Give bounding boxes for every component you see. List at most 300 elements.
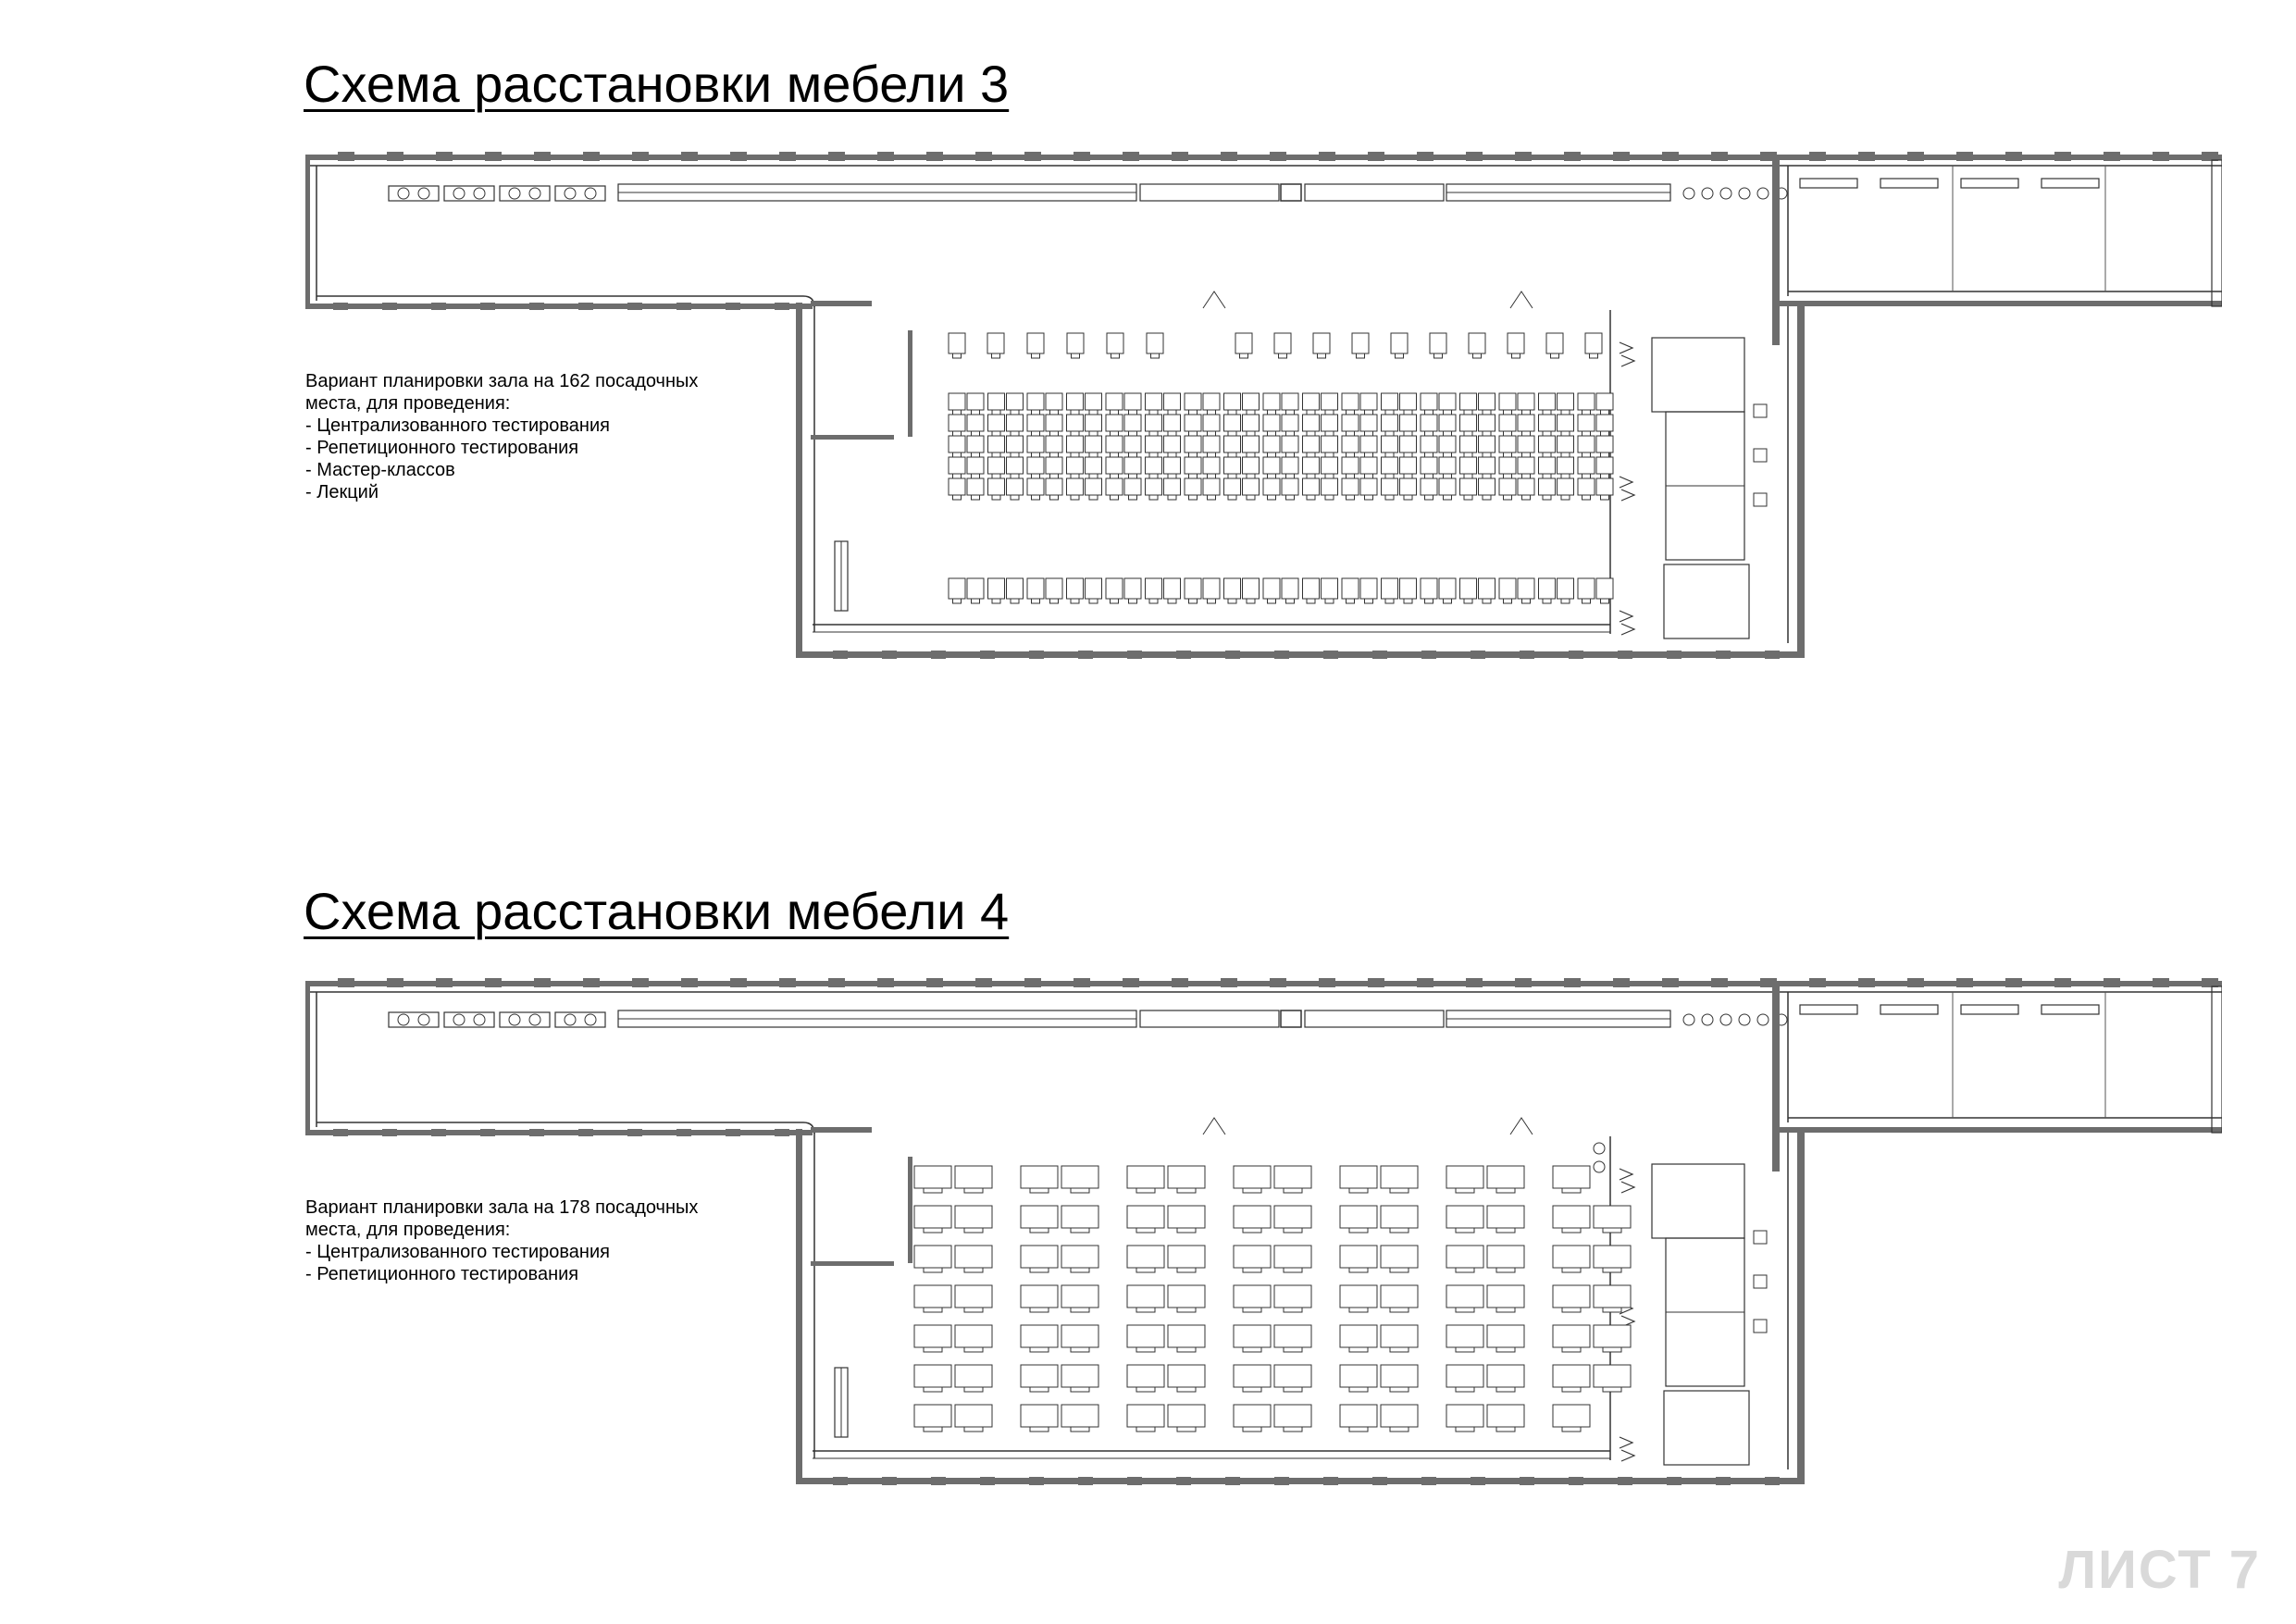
chair [1268, 410, 1276, 415]
chair [1601, 599, 1609, 603]
chair [1425, 474, 1433, 478]
wall-column [926, 978, 943, 987]
chair [1279, 353, 1287, 358]
desk [1007, 478, 1024, 495]
wall-column [1711, 978, 1728, 987]
desk [949, 333, 965, 353]
wall-column [1711, 152, 1728, 161]
desk [1127, 1166, 1164, 1188]
desk [1313, 333, 1330, 353]
desk [1322, 478, 1338, 495]
desk [1446, 1246, 1483, 1268]
desk [1164, 478, 1181, 495]
corridor-stool [1702, 188, 1713, 199]
desk [1303, 415, 1320, 431]
wall-column [1372, 1477, 1387, 1485]
chair [1228, 495, 1236, 500]
desk [1046, 457, 1062, 474]
chair [953, 495, 962, 500]
corridor-sofa [444, 1012, 494, 1027]
desk [988, 578, 1005, 599]
chair [1434, 353, 1443, 358]
desk [1164, 393, 1181, 410]
wall-column [931, 1477, 946, 1485]
desk [1439, 457, 1456, 474]
chair [1496, 1228, 1515, 1233]
capacity-note: Вариант планировки зала на 178 посадочных [305, 1197, 699, 1218]
desk [1224, 436, 1241, 452]
chair [1284, 1308, 1302, 1312]
desk [1360, 393, 1377, 410]
desk [1274, 1365, 1311, 1387]
corridor-table [1140, 1010, 1279, 1027]
wall-column [676, 1129, 691, 1136]
chair [1268, 452, 1276, 457]
purpose-item: - Репетиционного тестирования [305, 438, 579, 458]
chair [1496, 1188, 1515, 1193]
desk [1086, 478, 1102, 495]
desk [1487, 1325, 1524, 1347]
wall-column [1520, 651, 1534, 659]
window-sill [1961, 179, 2018, 188]
chair [1582, 452, 1591, 457]
desk [1446, 1365, 1483, 1387]
desk [955, 1285, 992, 1308]
chair [1504, 474, 1512, 478]
corridor-stool [1683, 1014, 1694, 1025]
wall-column [578, 303, 593, 310]
desk [1439, 415, 1456, 431]
desk [1127, 1285, 1164, 1308]
chair [924, 1387, 942, 1392]
chair [1456, 1308, 1474, 1312]
chair [1425, 431, 1433, 436]
chair [1562, 1268, 1581, 1272]
corridor-stool [1683, 188, 1694, 199]
desk [1007, 457, 1024, 474]
desk [1518, 393, 1534, 410]
desk [1147, 333, 1163, 353]
desk [1124, 393, 1141, 410]
wall-column [578, 1129, 593, 1136]
chair [1307, 431, 1315, 436]
desk [967, 578, 984, 599]
chair [953, 452, 962, 457]
chair [972, 452, 980, 457]
chair [1189, 599, 1198, 603]
desk [1352, 333, 1369, 353]
desk [1421, 478, 1437, 495]
equipment-cabinet [1664, 1391, 1749, 1465]
desk [1578, 415, 1595, 431]
chair [1504, 495, 1512, 500]
desk [1021, 1246, 1058, 1268]
purpose-item: - Централизованного тестирования [305, 1242, 610, 1262]
wall-column [1319, 978, 1335, 987]
corridor-stool [1757, 1014, 1769, 1025]
desk [1274, 333, 1291, 353]
desk [1340, 1206, 1377, 1228]
desk [1274, 1285, 1311, 1308]
purpose-item: - Репетиционного тестирования [305, 1264, 579, 1284]
wall-column [681, 152, 698, 161]
chair [1247, 495, 1255, 500]
desk [1124, 578, 1141, 599]
wall-column [1760, 152, 1777, 161]
desk [1446, 1405, 1483, 1427]
desk [1487, 1405, 1524, 1427]
outlet-box [1754, 1320, 1767, 1333]
desk [1168, 1206, 1205, 1228]
chair [1425, 410, 1433, 415]
chair [1286, 599, 1295, 603]
desk [1168, 1325, 1205, 1347]
desk [1067, 333, 1084, 353]
wall-column [1662, 978, 1679, 987]
chair [924, 1228, 942, 1233]
wall-column [2153, 978, 2169, 987]
desk [967, 457, 984, 474]
desk [1061, 1206, 1098, 1228]
chair [1357, 353, 1365, 358]
chair [1512, 353, 1520, 358]
chair [1347, 431, 1355, 436]
chair [1032, 452, 1040, 457]
wall-column [1368, 152, 1384, 161]
chair [1208, 452, 1216, 457]
chair [1456, 1268, 1474, 1272]
wall-column [1809, 978, 1826, 987]
wall-column [1074, 152, 1090, 161]
chair [1444, 474, 1452, 478]
chair [1582, 599, 1591, 603]
desk [1027, 393, 1044, 410]
lectern [1620, 611, 1634, 635]
chair [1129, 474, 1137, 478]
desk [1203, 415, 1220, 431]
hall-west-wall [796, 303, 802, 658]
chair [1551, 353, 1559, 358]
chair [1349, 1188, 1368, 1193]
desk [949, 436, 965, 452]
chair [1504, 431, 1512, 436]
desk [1224, 578, 1241, 599]
desk [1342, 457, 1359, 474]
desk [955, 1405, 992, 1427]
desk [1508, 333, 1524, 353]
chair [1385, 431, 1394, 436]
chair [1562, 1308, 1581, 1312]
desk [1594, 1365, 1631, 1387]
desk [1553, 1246, 1590, 1268]
wall-column [1618, 1477, 1632, 1485]
desk [1578, 393, 1595, 410]
wall-column [1172, 978, 1188, 987]
desk [1303, 457, 1320, 474]
desk [1340, 1166, 1377, 1188]
equipment-cabinet [1652, 1164, 1744, 1238]
chair [1286, 452, 1295, 457]
chair [1390, 1228, 1409, 1233]
corridor-stool [585, 1014, 596, 1025]
desk [1342, 415, 1359, 431]
chair [992, 410, 1000, 415]
wall-column [828, 978, 845, 987]
wall-column [1471, 1477, 1485, 1485]
chair [1208, 599, 1216, 603]
wall-column [387, 152, 403, 161]
chair [1228, 599, 1236, 603]
wall-column [1471, 651, 1485, 659]
chair [1504, 599, 1512, 603]
chair [1136, 1308, 1155, 1312]
chair [1089, 495, 1098, 500]
wall-column [480, 1129, 495, 1136]
chair [1496, 1347, 1515, 1352]
desk [1596, 436, 1613, 452]
desk [1067, 578, 1084, 599]
wall-column [1319, 152, 1335, 161]
sheet-number: ЛИСТ 7 [2058, 1540, 2261, 1600]
wall-column [2005, 152, 2022, 161]
desk [1487, 1285, 1524, 1308]
desk [1106, 393, 1123, 410]
chair [1030, 1308, 1049, 1312]
desk [1400, 578, 1417, 599]
chair [1582, 474, 1591, 478]
desk [1203, 578, 1220, 599]
desk [1274, 1325, 1311, 1347]
wall-column [529, 1129, 544, 1136]
chair [964, 1427, 983, 1432]
desk [1518, 457, 1534, 474]
desk [1322, 457, 1338, 474]
chair [1325, 410, 1334, 415]
chair [1072, 353, 1080, 358]
wall-column [382, 1129, 397, 1136]
chair [1347, 474, 1355, 478]
desk [914, 1365, 951, 1387]
corridor-cabinet [1281, 1010, 1301, 1027]
chair [1111, 353, 1120, 358]
desk [1360, 415, 1377, 431]
desk [1224, 415, 1241, 431]
chair [1071, 495, 1079, 500]
wall-column [485, 978, 502, 987]
desk [1499, 578, 1516, 599]
wall-column [534, 152, 551, 161]
corridor-sofa [555, 186, 605, 201]
outlet-box [1754, 493, 1767, 506]
chair [1522, 452, 1531, 457]
wall-column [1667, 651, 1682, 659]
desk [1168, 1166, 1205, 1188]
desk [1499, 393, 1516, 410]
wall-column [1907, 978, 1924, 987]
chair [1483, 410, 1491, 415]
chair [1522, 474, 1531, 478]
desk [1274, 1405, 1311, 1427]
wall-column [1024, 152, 1041, 161]
desk [1127, 1325, 1164, 1347]
desk [1203, 436, 1220, 452]
chair [1240, 353, 1248, 358]
desk [1303, 436, 1320, 452]
corridor-sofa [500, 186, 550, 201]
annex-end-wall [2212, 986, 2222, 1133]
corridor-cabinet [1281, 184, 1301, 201]
desk [1235, 333, 1252, 353]
window-sill [1880, 1005, 1938, 1014]
desk [1499, 478, 1516, 495]
wall-column [1417, 978, 1433, 987]
chair [1149, 495, 1158, 500]
chair [1307, 474, 1315, 478]
chair [1325, 474, 1334, 478]
desk [1553, 1325, 1590, 1347]
annex-south-wall [1772, 1127, 2222, 1133]
outlet-box [1754, 404, 1767, 417]
chair [1071, 1228, 1089, 1233]
wall-column [1613, 152, 1630, 161]
desk [1021, 1405, 1058, 1427]
chair [1385, 599, 1394, 603]
wall-column [436, 978, 453, 987]
wall-column [1520, 1477, 1534, 1485]
chair [1385, 410, 1394, 415]
desk [1146, 457, 1162, 474]
desk [1303, 578, 1320, 599]
door-swing [1203, 1118, 1225, 1134]
desk [1263, 415, 1280, 431]
desk [967, 415, 984, 431]
window-sill [2042, 179, 2099, 188]
chair [1168, 431, 1176, 436]
desk [1234, 1405, 1271, 1427]
chair [1601, 452, 1609, 457]
desk [1553, 1405, 1590, 1427]
chair [1601, 410, 1609, 415]
desk [949, 393, 965, 410]
chair [1247, 410, 1255, 415]
desk [1594, 1206, 1631, 1228]
desk [1340, 1246, 1377, 1268]
desk [1479, 415, 1496, 431]
chair [964, 1308, 983, 1312]
chair [1562, 1387, 1581, 1392]
chair [1247, 431, 1255, 436]
chair [972, 431, 980, 436]
desk [1382, 578, 1398, 599]
desk [1224, 478, 1241, 495]
chair [1268, 474, 1276, 478]
chair [1030, 1347, 1049, 1352]
desk [1185, 415, 1201, 431]
chair [1284, 1228, 1302, 1233]
chair [1136, 1188, 1155, 1193]
chair [1582, 495, 1591, 500]
wall-column [931, 651, 946, 659]
desk [1146, 478, 1162, 495]
desk [1400, 436, 1417, 452]
chair [1483, 474, 1491, 478]
purpose-item: - Лекций [305, 482, 379, 502]
desk [1558, 436, 1574, 452]
chair [1603, 1387, 1621, 1392]
corridor-sofa [555, 1012, 605, 1027]
chair [1464, 474, 1472, 478]
desk [1185, 393, 1201, 410]
desk [1479, 393, 1496, 410]
chair [1136, 1347, 1155, 1352]
desk [1124, 478, 1141, 495]
desk [1086, 415, 1102, 431]
chair [1177, 1268, 1196, 1272]
desk [1446, 1325, 1483, 1347]
desk [1086, 457, 1102, 474]
chair [1129, 599, 1137, 603]
chair [953, 474, 962, 478]
corridor-table [1305, 1010, 1444, 1027]
chair [1385, 474, 1394, 478]
chair [1071, 474, 1079, 478]
wall-column [1221, 978, 1237, 987]
chair [1456, 1347, 1474, 1352]
chair [1071, 599, 1079, 603]
chair [1129, 452, 1137, 457]
wall-column [1515, 152, 1532, 161]
wall-column [627, 303, 642, 310]
chair [1011, 474, 1019, 478]
equipment-cabinet [1652, 338, 1744, 412]
chair [1129, 431, 1137, 436]
desk [1021, 1166, 1058, 1188]
chair [1349, 1308, 1368, 1312]
desk [1282, 415, 1298, 431]
desk [988, 436, 1005, 452]
desk [1578, 436, 1595, 452]
desk [1381, 1166, 1418, 1188]
corridor-stool [453, 1014, 465, 1025]
desk [1007, 415, 1024, 431]
chair [1562, 1427, 1581, 1432]
wall-column [730, 152, 747, 161]
wall-column [2005, 978, 2022, 987]
hall-east-wall [1797, 303, 1805, 658]
desk [1518, 578, 1534, 599]
desk [1479, 578, 1496, 599]
chair [1464, 599, 1472, 603]
chair [924, 1268, 942, 1272]
desk [988, 415, 1005, 431]
desk [955, 1246, 992, 1268]
chair [1149, 410, 1158, 415]
desk [1168, 1405, 1205, 1427]
desk [1421, 415, 1437, 431]
desk [1479, 478, 1496, 495]
wall-column [882, 651, 897, 659]
wall-column [2153, 152, 2169, 161]
lectern [1620, 1437, 1634, 1461]
desk [1164, 578, 1181, 599]
chair [1404, 431, 1412, 436]
chair [1284, 1427, 1302, 1432]
wall-column [333, 303, 348, 310]
desk [1027, 436, 1044, 452]
chair [1189, 474, 1198, 478]
chair [1347, 410, 1355, 415]
chair [1325, 452, 1334, 457]
